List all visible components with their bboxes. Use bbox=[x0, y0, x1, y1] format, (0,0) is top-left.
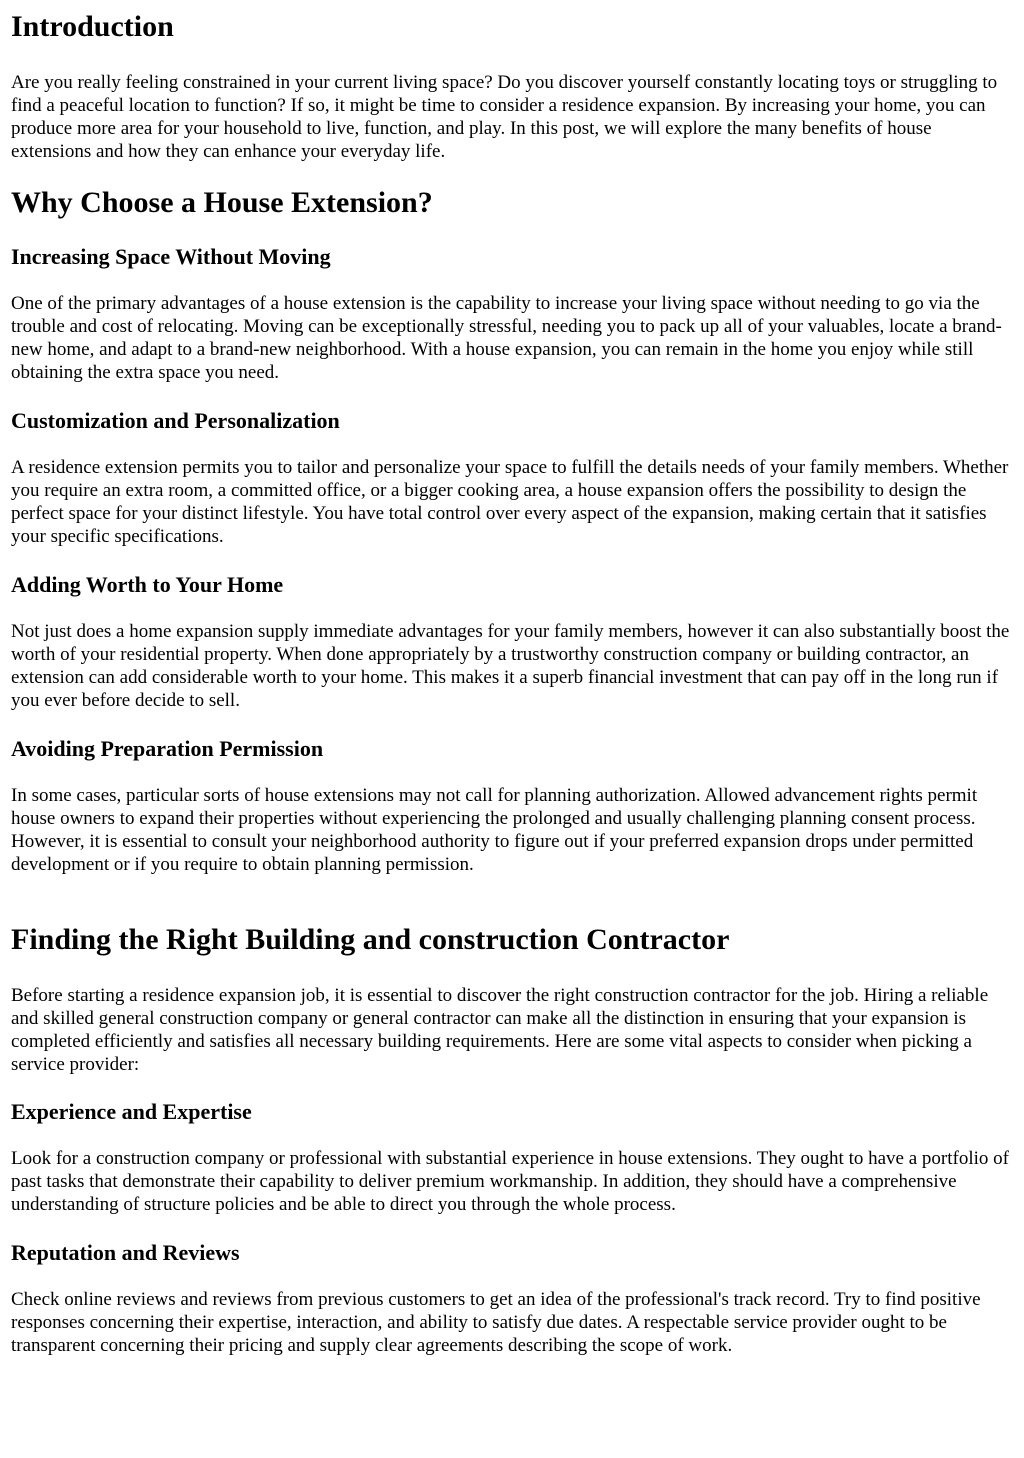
article bbox=[0, 10, 1024, 1357]
paragraph-planning-permission: In some cases, particular sorts of house extensions may not call for planning authorization. Allowed advancement rights permit house owners to expand their properties without experiencing the prolonged and usually challenging planning consent process. However, it is essential to consult your neighborhood authority to figure out if your preferred expansion drops under permitted development or if you require to obtain planning permission. bbox=[11, 785, 978, 875]
section-heading-introduction: Introduction bbox=[11, 10, 174, 43]
subheading-adding-worth: Adding Worth to Your Home bbox=[11, 572, 284, 597]
paragraph-reputation: Check online reviews and reviews from previous customers to get an idea of the professional's track record. Try to find positive responses concerning their expertise, interaction, and ability to satisfy due dates. A respectable service provider ought to be transparent concerning their pricing and supply clear agreements describing the scope of work. bbox=[11, 1289, 981, 1356]
paragraph-customization: A residence extension permits you to tailor and personalize your space to fulfill the details needs of your family members. Whether you require an extra room, a committed office, or a bigger cooking area, a house expansion offers the possibility to design the perfect space for your distinct lifestyle. You have total control over every aspect of the expansion, making certain that it satisfies your specific specifications. bbox=[11, 457, 1009, 547]
section-heading-why-choose: Why Choose a House Extension? bbox=[11, 186, 433, 219]
subheading-planning-permission: Avoiding Preparation Permission bbox=[11, 736, 324, 761]
subheading-customization: Customization and Personalization bbox=[11, 408, 340, 433]
paragraph-adding-worth: Not just does a home expansion supply immediate advantages for your family members, however it can also substantially boost the worth of your residential property. When done appropriately by a trustworthy construction company or building contractor, an extension can add considerable worth to your home. This makes it a superb financial investment that can pay off in the long run if you ever before decide to sell. bbox=[11, 621, 1010, 711]
paragraph-experience: Look for a construction company or professional with substantial experience in house extensions. They ought to have a portfolio of past tasks that demonstrate their capability to deliver premium workmanship. In addition, they should have a comprehensive understanding of structure policies and be able to direct you through the whole process. bbox=[11, 1148, 1009, 1215]
subheading-experience: Experience and Expertise bbox=[11, 1099, 252, 1124]
section-heading-contractor: Finding the Right Building and construction Contractor bbox=[11, 923, 730, 956]
subheading-increasing-space: Increasing Space Without Moving bbox=[11, 244, 331, 269]
paragraph-contractor: Before starting a residence expansion job, it is essential to discover the right construction contractor for the job. Hiring a reliable and skilled general construction company or general contractor can make all the distinction in ensuring that your expansion is completed efficiently and satisfies all necessary building requirements. Here are some vital aspects to consider when picking a service provider: bbox=[11, 985, 989, 1075]
subheading-reputation: Reputation and Reviews bbox=[11, 1240, 240, 1265]
paragraph-introduction: Are you really feeling constrained in your current living space? Do you discover yourself constantly locating toys or struggling to find a peaceful location to function? If so, it might be time to consider a residence expansion. By increasing your home, you can produce more area for your household to live, function, and play. In this post, we will explore the many benefits of house extensions and how they can enhance your everyday life. bbox=[11, 72, 998, 162]
paragraph-increasing-space: One of the primary advantages of a house extension is the capability to increase your living space without needing to go via the trouble and cost of relocating. Moving can be exceptionally stressful, needing you to pack up all of your valuables, locate a brand-new home, and adapt to a brand-new neighborhood. With a house expansion, you can remain in the home you enjoy while still obtaining the extra space you need. bbox=[11, 293, 1002, 383]
